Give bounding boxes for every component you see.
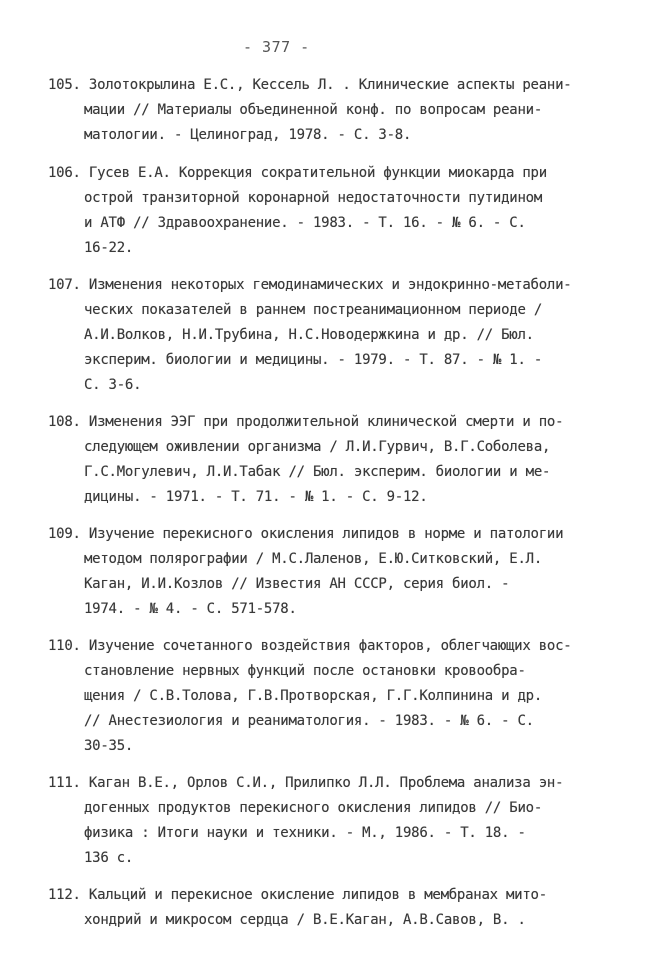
ref-108-line-1: 108. Изменения ЭЭГ при продолжительной клинической смерти и по-	[48, 414, 564, 430]
ref-110-line-1: 110. Изучение сочетанного воздействия факторов, облегчающих вос-	[48, 638, 572, 654]
ref-107-line-3: А.И.Волков, Н.И.Трубина, Н.С.Новодержкина и др. // Бюл.	[84, 327, 534, 343]
ref-111-line-1: 111. Каган В.Е., Орлов С.И., Прилипко Л.Л. Проблема анализа эн-	[48, 775, 564, 791]
ref-110-line-3: щения / С.В.Толова, Г.В.Протворская, Г.Г.Колпинина и др.	[84, 688, 543, 704]
ref-106-line-3: и АТФ // Здравоохранение. - 1983. - Т. 16. - № 6. - С.	[84, 215, 526, 231]
ref-105-line-3: матологии. - Целиноград, 1978. - С. 3-8.	[84, 127, 412, 143]
ref-106-line-4: 16-22.	[84, 240, 134, 256]
ref-109-line-2: методом полярографии / М.С.Лаленов, Е.Ю.Ситковский, Е.Л.	[84, 551, 543, 567]
ref-109-line-4: 1974. - № 4. - С. 571-578.	[84, 601, 297, 617]
page-number: - 377 -	[243, 38, 310, 56]
ref-108-line-2: следующем оживлении организма / Л.И.Гурвич, В.Г.Соболева,	[84, 439, 551, 455]
ref-106-line-2: острой транзиторной коронарной недостаточности путидином	[84, 190, 543, 206]
ref-107-line-2: ческих показателей в раннем постреанимационном периоде /	[84, 302, 543, 318]
ref-107-line-5: С. 3-6.	[84, 377, 142, 393]
ref-107-line-1: 107. Изменения некоторых гемодинамических и эндокринно-метаболи-	[48, 277, 572, 293]
ref-105-line-1: 105. Золотокрылина Е.С., Кессель Л. . Клинические аспекты реани-	[48, 77, 572, 93]
ref-106-line-1: 106. Гусев Е.А. Коррекция сократительной функции миокарда при	[48, 165, 547, 181]
ref-111-line-4: 136 с.	[84, 850, 134, 866]
ref-108-line-3: Г.С.Могулевич, Л.И.Табак // Бюл. эксперим. биологии и ме-	[84, 464, 551, 480]
ref-109-line-3: Каган, И.И.Козлов // Известия АН СССР, серия биол. -	[84, 576, 510, 592]
ref-105-line-2: мации // Материалы объединенной конф. по вопросам реани-	[84, 102, 543, 118]
ref-110-line-2: становление нервных функций после остановки кровообра-	[84, 663, 526, 679]
ref-108-line-4: дицины. - 1971. - Т. 71. - № 1. - С. 9-12.	[84, 489, 428, 505]
ref-107-line-4: эксперим. биологии и медицины. - 1979. - Т. 87. - № 1. -	[84, 352, 543, 368]
ref-110-line-4: // Анестезиология и реаниматология. - 1983. - № 6. - С.	[84, 713, 534, 729]
ref-110-line-5: 30-35.	[84, 738, 134, 754]
ref-111-line-2: догенных продуктов перекисного окисления липидов // Био-	[84, 800, 543, 816]
ref-111-line-3: физика : Итоги науки и техники. - М., 1986. - Т. 18. -	[84, 825, 526, 841]
ref-112-line-1: 112. Кальций и перекисное окисление липидов в мембранах мито-	[48, 887, 547, 903]
ref-112-line-2: хондрий и микросом сердца / В.Е.Каган, А.В.Савов, В. .	[84, 912, 526, 928]
ref-109-line-1: 109. Изучение перекисного окисления липидов в норме и патологии	[48, 526, 564, 542]
